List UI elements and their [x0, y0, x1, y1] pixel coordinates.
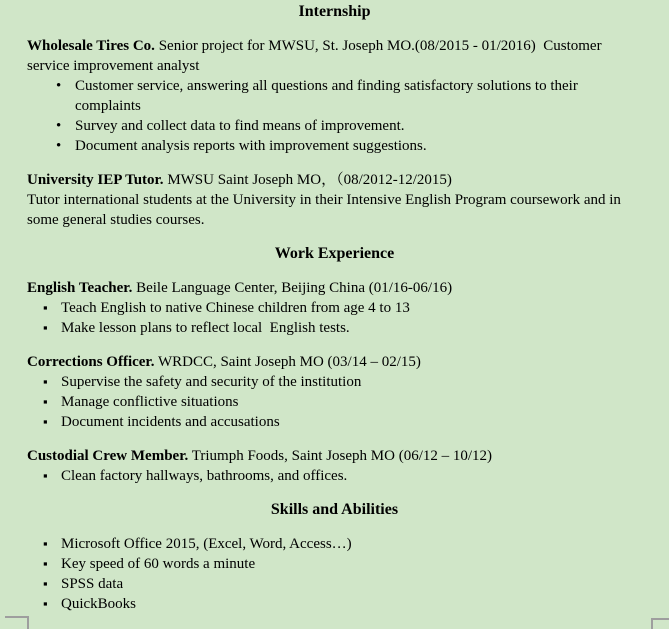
bullet-item	[27, 412, 642, 432]
bullet-item	[27, 372, 642, 392]
bullet-item	[27, 392, 642, 412]
bullet-item	[27, 298, 642, 318]
bullet-square-icon: ▪	[43, 536, 48, 551]
resume-entry	[27, 36, 642, 156]
resume-entry	[27, 446, 642, 486]
entry-details-text: Triumph Foods, Saint Joseph MO (06/12 – 10/12)	[188, 448, 493, 464]
entry-role-label: English Teacher.	[27, 280, 133, 296]
bullet-item	[27, 116, 642, 136]
entry-details-text: Senior project for MWSU, St. Joseph MO.(08/2015 - 01/2016) Customer service improvement analyst	[27, 38, 606, 74]
entry-title-line	[27, 170, 642, 190]
resume-entry	[27, 534, 642, 614]
bullet-text: Key speed of 60 words a minute	[61, 556, 256, 572]
bullet-square-icon: ▪	[43, 596, 48, 611]
page-corner-crop-mark-left	[5, 616, 29, 629]
entry-details-text: Beile Language Center, Beijing China (01/16-06/16)	[132, 280, 453, 296]
bullet-list	[27, 76, 642, 156]
bullet-item	[27, 76, 642, 116]
bullet-item	[27, 466, 642, 486]
bullet-square-icon: ▪	[43, 468, 48, 483]
bullet-text: SPSS data	[61, 576, 124, 592]
bullet-text: Make lesson plans to reflect local English tests.	[61, 320, 350, 336]
section-heading: Internship	[298, 3, 371, 20]
section-heading: Skills and Abilities	[270, 501, 399, 518]
bullet-square-icon: ▪	[43, 300, 48, 315]
bullet-item	[27, 574, 642, 594]
page-corner-crop-mark-right	[651, 618, 669, 629]
bullet-square-icon: ▪	[43, 374, 48, 389]
resume-entry	[27, 170, 642, 230]
bullet-item	[27, 594, 642, 614]
bullet-text: Customer service, answering all questions and finding satisfactory solutions to their complaints	[75, 78, 582, 114]
bullet-text: Teach English to native Chinese children from age 4 to 13	[61, 300, 410, 316]
bullet-square-icon: ▪	[43, 320, 48, 335]
bullet-square-icon: ▪	[43, 556, 48, 571]
bullet-text: Manage conflictive situations	[61, 394, 239, 410]
bullet-item	[27, 534, 642, 554]
bullet-text: Microsoft Office 2015, (Excel, Word, Access…)	[61, 536, 352, 552]
bullet-text: Document incidents and accusations	[61, 414, 280, 430]
bullet-item	[27, 136, 642, 156]
bullet-square-icon: ▪	[43, 414, 48, 429]
bullet-text: Supervise the safety and security of the institution	[61, 374, 362, 390]
bullet-list	[27, 534, 642, 614]
entry-role-label: Corrections Officer.	[27, 354, 155, 370]
bullet-square-icon: ▪	[43, 576, 48, 591]
entry-role-label: Custodial Crew Member.	[27, 448, 189, 464]
bullet-list	[27, 372, 642, 432]
entry-title-line	[27, 278, 642, 298]
entry-title-line	[27, 446, 642, 466]
bullet-item	[27, 554, 642, 574]
bullet-disc-icon: •	[56, 138, 62, 154]
entry-role-label: University IEP Tutor.	[27, 172, 164, 188]
bullet-disc-icon: •	[56, 78, 62, 94]
bullet-list	[27, 298, 642, 338]
entry-role-label: Wholesale Tires Co.	[27, 38, 155, 54]
section-heading: Work Experience	[274, 245, 395, 262]
entry-details-text: WRDCC, Saint Joseph MO (03/14 – 02/15)	[154, 354, 421, 370]
bullet-text: Clean factory hallways, bathrooms, and offices.	[61, 468, 348, 484]
entry-title-line	[27, 352, 642, 372]
resume-entry	[27, 352, 642, 432]
bullet-item	[27, 318, 642, 338]
bullet-text: QuickBooks	[61, 596, 136, 612]
bullet-square-icon: ▪	[43, 394, 48, 409]
bullet-list	[27, 466, 642, 486]
resume-entry	[27, 278, 642, 338]
entry-description: Tutor international students at the University in their Intensive English Program coursework and in some general studies courses.	[27, 192, 625, 228]
bullet-disc-icon: •	[56, 118, 62, 134]
bullet-text: Document analysis reports with improvement suggestions.	[75, 138, 427, 154]
bullet-text: Survey and collect data to find means of improvement.	[75, 118, 405, 134]
entry-title-line	[27, 36, 642, 76]
entry-details-text: MWSU Saint Joseph MO，（08/2012-12/2015)	[163, 172, 452, 188]
